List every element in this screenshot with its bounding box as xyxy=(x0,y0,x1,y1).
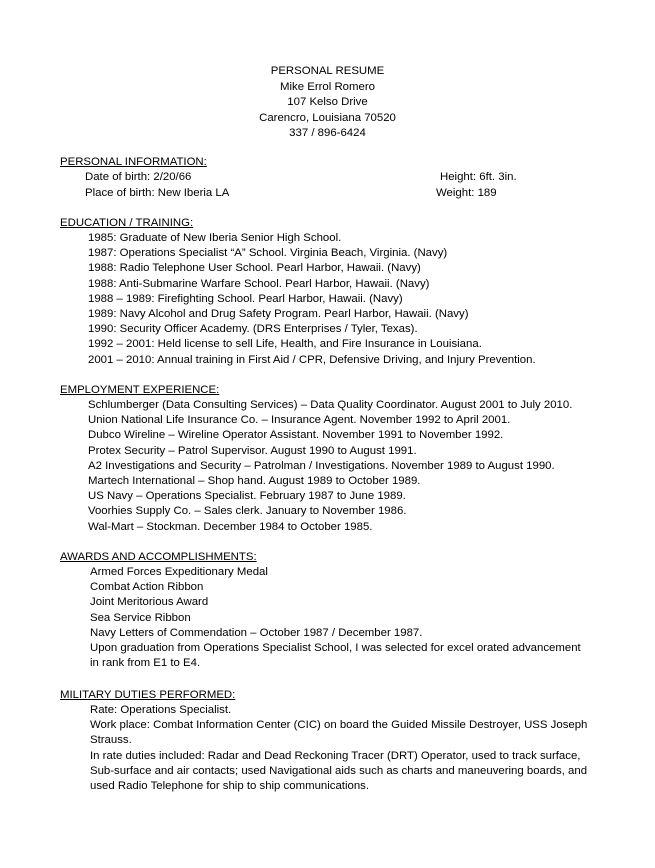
phone-number: 337 / 896-6424 xyxy=(289,127,366,139)
list-item: Dubco Wireline – Wireline Operator Assistant. November 1991 to November 1992. xyxy=(88,429,504,442)
list-item: Combat Action Ribbon xyxy=(90,581,204,594)
list-item: In rate duties included: Radar and Dead Reckoning Tracer (DRT) Operator, used to track surface, Sub-surface and air contacts; used Navigational aids such as charts and maneuvering boards, and used Radio Telephone for ship to ship communications. xyxy=(90,749,588,792)
list-item: Work place: Combat Information Center (CIC) on board the Guided Missile Destroyer, USS Joseph Strauss. xyxy=(90,719,588,747)
weight: Weight: 189 xyxy=(436,186,497,199)
section-heading: EDUCATION / TRAINING xyxy=(60,217,190,229)
list-item: Martech International – Shop hand. August 1989 to October 1989. xyxy=(88,474,421,487)
list-item: Rate: Operations Specialist. xyxy=(90,704,232,716)
list-item: Wal-Mart – Stockman. December 1984 to October 1985. xyxy=(88,520,373,533)
list-item: Union National Life Insurance Co. – Insurance Agent. November 1992 to April 2001. xyxy=(88,414,511,427)
section-heading: PERSONAL INFORMATION xyxy=(60,156,204,168)
list-item: Navy Letters of Commendation – October 1987 / December 1987. xyxy=(90,626,423,639)
list-item: 1992 – 2001: Held license to sell Life, Health, and Fire Insurance in Louisiana. xyxy=(88,338,482,351)
resume-header xyxy=(0,64,655,142)
applicant-name: Mike Errol Romero xyxy=(280,80,375,93)
list-item: Protex Security – Patrol Supervisor. August 1990 to August 1991. xyxy=(88,444,417,457)
list-item: A2 Investigations and Security – Patrolman / Investigations. November 1989 to August 1990. xyxy=(88,459,555,472)
section-heading: EMPLOYMENT EXPERIENCE xyxy=(60,384,217,396)
list-item: 1987: Operations Specialist “A” School. Virginia Beach, Virginia. (Navy) xyxy=(88,247,448,260)
place-of-birth: Place of birth: New Iberia LA xyxy=(85,186,230,199)
list-item: Voorhies Supply Co. – Sales clerk. January to November 1986. xyxy=(88,505,407,518)
list-item: 1988: Anti-Submarine Warfare School. Pearl Harbor, Hawaii. (Navy) xyxy=(88,277,430,290)
employment-section: EMPLOYMENT EXPERIENCE: Schlumberger (Data Consulting Services) – Data Quality Coordinator. August 2001 to July 2010. Union National Life Insurance Co. – Insurance Agent. November 1992 to April 2001. Dubco Wireline – Wireline Operator Assistant. November 1991 to November 1992. Protex Security – Patrol Supervisor. August 1990 to August 1991. A2 Investigations and Security – Patrolman / Investigations. November 1989 to August 1990. Martech International – Shop hand. August 1989 to October 1989. US Navy – Operations Specialist. February 1987 to June 1989. Voorhies Supply Co. – Sales clerk. January to November 1986. Wal-Mart – Stockman. December 1984 to October 1985. xyxy=(60,383,620,535)
street-address: 107 Kelso Drive xyxy=(287,96,368,108)
list-item: 1988: Radio Telephone User School. Pearl Harbor, Hawaii. (Navy) xyxy=(88,262,421,275)
height: Height: 6ft. 3in. xyxy=(440,171,517,183)
list-item: 1985: Graduate of New Iberia Senior High School. xyxy=(88,232,342,244)
list-item: Sea Service Ribbon xyxy=(90,611,191,624)
date-of-birth: Date of birth: 2/20/66 xyxy=(85,171,192,183)
education-section: EDUCATION / TRAINING: 1985: Graduate of New Iberia Senior High School. 1987: Operations Specialist “A” School. Virginia Beach, Virginia. (Navy) 1988: Radio Telephone User School. Pearl Harbor, Hawaii. (Navy) 1988: Anti-Submarine Warfare School. Pearl Harbor, Hawaii. (Navy) 1988 – 1989: Firefighting School. Pearl Harbor, Hawaii. (Navy) 1989: Navy Alcohol and Drug Safety Program. Pearl Harbor, Hawaii. (Navy) 1990: Security Officer Academy. (DRS Enterprises / Tyler, Texas). 1992 – 2001: Held license to sell Life, Health, and Fire Insurance in Louisiana. 2001 – 2010: Annual training in First Aid / CPR, Defensive Driving, and Injury Prevention. xyxy=(60,216,620,368)
section-heading: MILITARY DUTIES PERFORMED xyxy=(60,689,233,701)
list-item: US Navy – Operations Specialist. February 1987 to June 1989. xyxy=(88,490,406,503)
personal-information-section: PERSONAL INFORMATION: Date of birth: 2/20/66 Height: 6ft. 3in. Place of birth: New Iberia LA Weight: 189 xyxy=(60,155,620,201)
list-item: Joint Meritorious Award xyxy=(90,596,209,609)
list-item: 2001 – 2010: Annual training in First Aid / CPR, Defensive Driving, and Injury Prevention. xyxy=(88,353,536,366)
list-item: 1989: Navy Alcohol and Drug Safety Program. Pearl Harbor, Hawaii. (Navy) xyxy=(88,307,469,320)
awards-section: AWARDS AND ACCOMPLISHMENTS: Armed Forces Expeditionary Medal Combat Action Ribbon Joint Meritorious Award Sea Service Ribbon Navy Letters of Commendation – October 1987 / December 1987. Upon graduation from Operations Specialist School, I was selected for excel orated advancement in rank from E1 to E4. xyxy=(60,550,620,671)
military-duties-section: MILITARY DUTIES PERFORMED: Rate: Operations Specialist. Work place: Combat Information Center (CIC) on board the Guided Missile Destroyer, USS Joseph Strauss. In rate duties included: Radar and Dead Reckoning Tracer (DRT) Operator, used to track surface, Sub-surface and air contacts; used Navigational aids such as charts and maneuvering boards, and used Radio Telephone for ship to ship communications. xyxy=(60,688,620,794)
section-heading: AWARDS AND ACCOMPLISHMENTS xyxy=(60,551,254,563)
city-state-zip: Carencro, Louisiana 70520 xyxy=(259,111,396,124)
list-item: 1990: Security Officer Academy. (DRS Enterprises / Tyler, Texas). xyxy=(88,323,418,336)
list-item: Schlumberger (Data Consulting Services) – Data Quality Coordinator. August 2001 to July 2010. xyxy=(88,399,573,411)
list-item: Armed Forces Expeditionary Medal xyxy=(90,566,268,578)
list-item: Upon graduation from Operations Specialist School, I was selected for excel orated advancement in rank from E1 to E4. xyxy=(90,641,581,670)
resume-title: PERSONAL RESUME xyxy=(270,65,385,77)
list-item: 1988 – 1989: Firefighting School. Pearl Harbor, Hawaii. (Navy) xyxy=(88,292,403,305)
